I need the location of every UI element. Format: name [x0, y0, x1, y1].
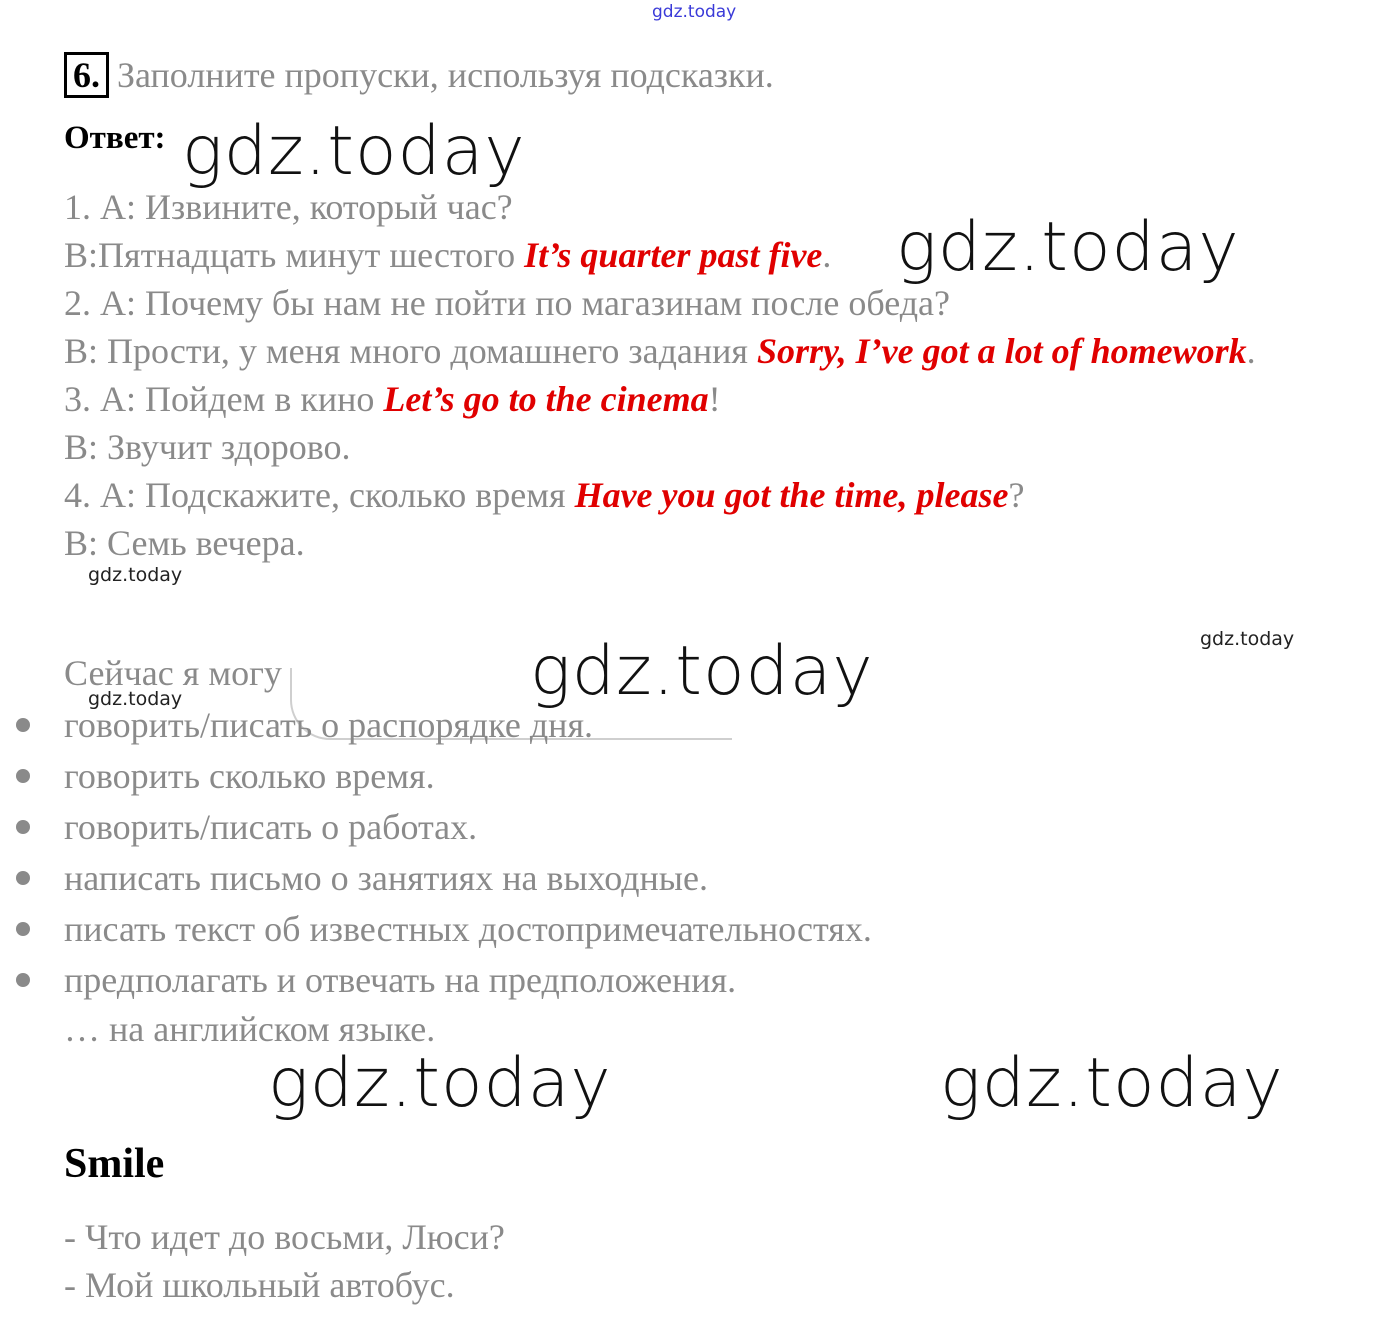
can-do-intro: Сейчас я могу [64, 653, 282, 693]
dialogue-text: В: Семь вечера. [64, 523, 305, 563]
watermark-big: gdz.today [940, 1044, 1284, 1123]
smile-title: Smile [64, 1141, 165, 1187]
bullet-dot [16, 871, 30, 885]
bullet-dot [16, 769, 30, 783]
dialogue-suffix: ! [708, 379, 721, 419]
task-number: 6. [64, 52, 109, 98]
watermark-big: gdz.today [268, 1044, 612, 1123]
can-do-item: говорить/писать о распорядке дня. [64, 705, 593, 745]
watermark-small: gdz.today [88, 564, 183, 586]
can-do-item: предполагать и отвечать на предположения. [64, 960, 737, 1000]
bullet-dot [16, 718, 30, 732]
dialogue-line [64, 282, 950, 324]
dialogue-suffix: . [822, 235, 832, 275]
dialogue-line [64, 474, 1024, 516]
dialogue-text: 1. А: Извините, который час? [64, 187, 513, 227]
dialogue-text: 3. А: Пойдем в кино [64, 379, 384, 419]
dialogue-line [64, 186, 513, 228]
smile-line: - Мой школьный автобус. [64, 1265, 455, 1305]
dialogue-text: 2. А: Почему бы нам не пойти по магазинам после обеда? [64, 283, 950, 323]
bullet-dot [16, 922, 30, 936]
smile-line: - Что идет до восьми, Люси? [64, 1217, 505, 1257]
can-do-item: говорить сколько время. [64, 756, 435, 796]
dialogue-suffix: ? [1008, 475, 1025, 515]
can-do-item: говорить/писать о работах. [64, 807, 478, 847]
dialogue-text: В:Пятнадцать минут шестого [64, 235, 525, 275]
dialogue-suffix: . [1246, 331, 1256, 371]
dialogue-answer: Let’s go to the cinema [383, 379, 709, 419]
watermark-small: gdz.today [1200, 628, 1295, 650]
watermark-small: gdz.today [88, 688, 183, 710]
watermark-big: gdz.today [530, 632, 874, 711]
dialogue-line [64, 378, 721, 420]
dialogue-answer: Sorry, I’ve got a lot of homework [756, 331, 1247, 371]
task-header [64, 52, 774, 98]
can-do-item: писать текст об известных достопримечательностях. [64, 909, 872, 949]
dialogue-answer: Have you got the time, please [574, 475, 1009, 515]
answer-label: Ответ: [64, 120, 166, 156]
dialogue-answer: It’s quarter past five [524, 235, 823, 275]
watermark-big: gdz.today [896, 208, 1240, 287]
dialogue-line [64, 330, 1256, 372]
dialogue-text: В: Прости, у меня много домашнего задания [64, 331, 757, 371]
dialogue-line [64, 522, 305, 564]
dialogue-text: 4. А: Подскажите, сколько время [64, 475, 575, 515]
dialogue-text: В: Звучит здорово. [64, 427, 351, 467]
dialogue-line [64, 426, 351, 468]
bullet-dot [16, 973, 30, 987]
watermark-big: gdz.today [182, 112, 526, 191]
task-instruction: Заполните пропуски, используя подсказки. [117, 55, 774, 95]
dialogue-line [64, 234, 831, 276]
can-do-outro: … на английском языке. [64, 1009, 436, 1049]
watermark-top: gdz.today [652, 2, 737, 22]
bullet-dot [16, 820, 30, 834]
can-do-item: написать письмо о занятиях на выходные. [64, 858, 708, 898]
